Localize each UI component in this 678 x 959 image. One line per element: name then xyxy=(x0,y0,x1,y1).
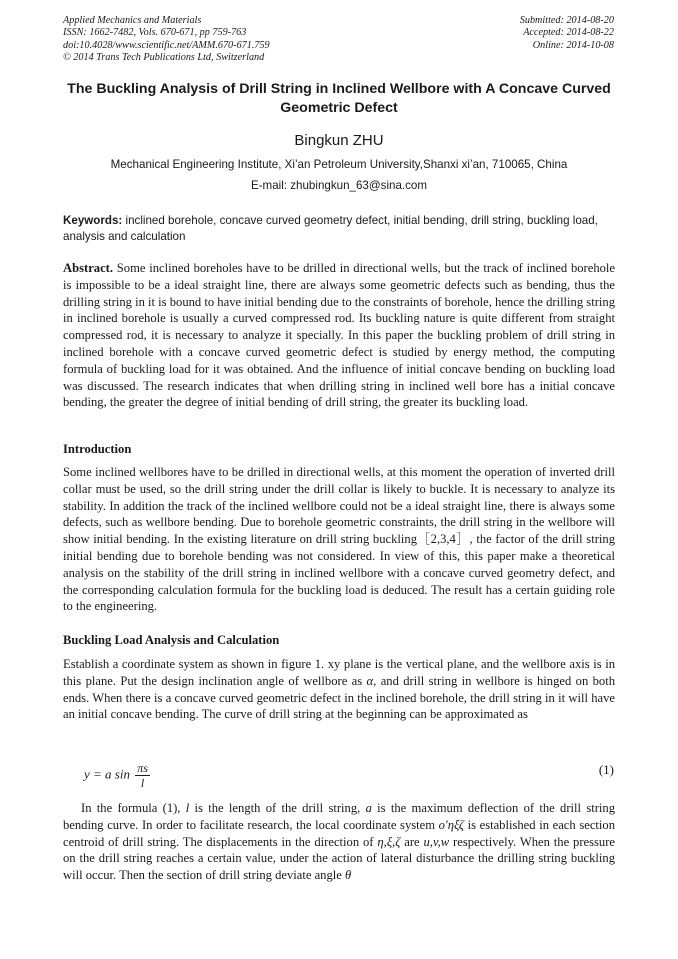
var-a: a xyxy=(365,801,372,815)
journal-doi: doi:10.4028/www.scientific.net/AMM.670-671.759 xyxy=(63,39,270,51)
p2-text-f: respectively. When the pressure on the drill string reaches a certain value, under the action of lateral disturbance the drilling string buckling will occur. Then the section of drill string deviate angle xyxy=(63,834,615,883)
direction-symbols: η,ξ,ζ xyxy=(377,834,401,849)
journal-issn: ISSN: 1662-7482, Vols. 670-671, pp 759-763 xyxy=(63,27,247,39)
paper-title: The Buckling Analysis of Drill String in Inclined Wellbore with A Concave Curved Geometric Defect xyxy=(67,81,611,116)
var-l: l xyxy=(185,801,190,815)
author-email: E-mail: zhubingkun_63@sina.com xyxy=(250,179,428,192)
keywords xyxy=(63,213,615,244)
fraction-denominator: l xyxy=(140,776,145,790)
p2-text-b: is the length of the drill string, xyxy=(189,801,366,815)
p2-text-a: In the formula (1), xyxy=(81,801,186,815)
abstract xyxy=(63,260,615,411)
accepted-date: Accepted: 2014-08-22 xyxy=(523,27,614,39)
equation-number: (1) xyxy=(598,762,614,777)
journal-info xyxy=(63,15,393,64)
abstract-label: Abstract. xyxy=(63,261,114,275)
fraction-numerator: πs xyxy=(137,761,148,775)
author-name: Bingkun ZHU xyxy=(294,132,384,149)
p2-text-e: are xyxy=(400,834,424,849)
submission-dates xyxy=(414,15,614,52)
buckling-paragraph-1 xyxy=(63,656,615,723)
p1-text-b: , and drill string in wellbore is hinged on both ends. When there is a concave curved geometric defect in the inclined borehole, the drill string in it will have an initial concave bending. The curve of drill string at the beginning can be approximated as xyxy=(63,673,616,722)
p1-text-a: Establish a coordinate system as shown in figure 1. xy plane is the vertical plane, and the wellbore axis is in this plane. Put the design inclination angle of wellbore as xyxy=(63,657,615,688)
abstract-text: Some inclined boreholes have to be drilled in directional wells, but the track of inclined borehole is impossible to be a ideal straight line, there are always some geometric defects such as bending, thus the drilling string in it is bound to have initial bending due to the constraints of borehole, hence the drilling string in inclined borehole is usually a curved compressed rod. Its buckling nature is quite different from straight compressed rod, it is necessary to analyze it specially. In this paper the buckling problem of drill string in inclined borehole with a concave curved geometric defect is studied by energy method, the computing formula of buckling load for it was obtained. And the influence of initial concave bending on buckling load was discussed. The research indicates that when drilling string in inclined well bore has a initial concave bending, the greater the degree of initial bending of drill string, the greater its buckling load. xyxy=(63,261,615,410)
online-date: Online: 2014-10-08 xyxy=(532,39,614,51)
author-affiliation: Mechanical Engineering Institute, Xi’an Petroleum University,Shanxi xi’an, 710065, China xyxy=(110,158,568,171)
journal-name: Applied Mechanics and Materials xyxy=(63,15,202,26)
equation-body xyxy=(84,761,150,790)
theta-symbol: θ xyxy=(345,868,352,883)
alpha-symbol: α xyxy=(366,673,374,688)
buckling-paragraph-2 xyxy=(63,800,615,884)
introduction-text: Some inclined wellbores have to be drilled in directional wells, at this moment the operation of inverted drill collar must be used, so the drill string under the drill collar is likely to buckle. It is necessary to analyze its stability. In addition the track of the inclined wellbore could not be a ideal straight line, there is always some defects, such as wellbore bending. Due to borehole geometric constraints, the drill string in the wellbore will show initial bending. In the existing literature on drill string buckling［2,3,4］, the factor of the drill string initial bending due to borehole bending was not considered. In view of this, this paper make a theoretical analysis on the stability of the drill string in inclined wellbore with a concave curved geometry defect, and the corresponding calculation formula for the buckling load is deduced. The result has a certain guiding role to the engineering. xyxy=(63,465,615,614)
introduction-heading: Introduction xyxy=(63,442,132,456)
keywords-text: inclined borehole, concave curved geometry defect, initial bending, drill string, buckling load, analysis and calculation xyxy=(63,214,598,243)
journal-copyright: © 2014 Trans Tech Publications Ltd, Switzerland xyxy=(63,51,265,63)
displacement-symbols: u,v,w xyxy=(423,834,450,849)
equation-lhs: y = a sin xyxy=(84,766,130,782)
equation-1 xyxy=(84,749,624,789)
keywords-label: Keywords: xyxy=(63,214,123,227)
p2-text-d: is established in each section centroid of drill string. The displacements in the direction of xyxy=(63,817,616,849)
local-coordinate-system: o′ηξζ xyxy=(438,817,464,832)
equation-fraction xyxy=(135,761,150,790)
p2-text-c: is the maximum deflection of the drill string bending curve. In order to facilitate research, the local coordinate system xyxy=(63,801,616,832)
section-heading-buckling: Buckling Load Analysis and Calculation xyxy=(63,633,280,647)
submitted-date: Submitted: 2014-08-20 xyxy=(519,15,614,26)
